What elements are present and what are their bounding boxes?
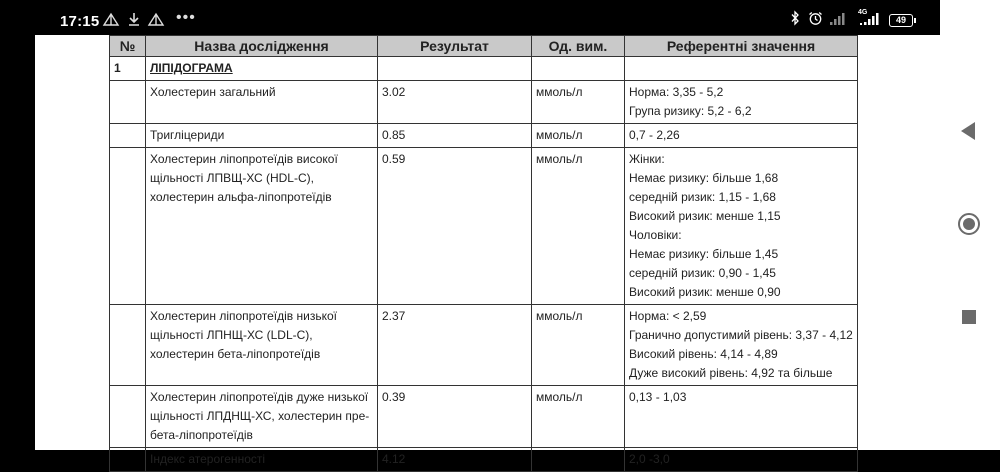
result-value: 0.39: [378, 386, 532, 448]
test-name-cell: [146, 81, 378, 124]
col-header-name: Назва дослідження: [146, 36, 378, 57]
section-title: ЛІПІДОГРАМА: [150, 61, 233, 75]
signal-4g-icon: [859, 12, 881, 29]
table-row: [110, 448, 858, 472]
reference-line: Високий рівень: 4,14 - 4,89: [629, 347, 778, 361]
unit-value: ммоль/л: [532, 81, 625, 124]
row-number-cell: [110, 305, 146, 386]
reference-line: Високий ризик: менше 1,15: [629, 209, 781, 223]
more-dots-icon: •••: [176, 9, 196, 26]
table-row: [110, 148, 858, 305]
download-icon: [127, 12, 141, 30]
test-name-line: щільності ЛПДНЩ-ХС, холестерин пре-: [150, 409, 370, 423]
table-body: [110, 57, 858, 472]
recent-apps-icon[interactable]: [962, 310, 976, 324]
reference-line: Дуже високий рівень: 4,92 та більше: [629, 366, 833, 380]
bluetooth-icon: [790, 11, 800, 28]
test-name-cell: [146, 448, 378, 472]
result-value: 0.59: [378, 148, 532, 305]
test-name-line: Холестерин ліпопротеїдів дуже низької: [150, 390, 369, 404]
table-row: [110, 305, 858, 386]
reference-line: Немає ризику: більше 1,68: [629, 171, 779, 185]
section-row: [110, 57, 858, 81]
test-name-line: холестерин бета-ліпопротеїдів: [150, 347, 321, 361]
reference-line: середній ризик: 1,15 - 1,68: [629, 190, 776, 204]
reference-cell: [625, 386, 858, 448]
battery-indicator: 49: [889, 14, 913, 27]
col-header-result: Результат: [378, 36, 532, 57]
unit-value: ммоль/л: [532, 124, 625, 148]
status-bar: [0, 0, 940, 35]
col-header-unit: Од. вим.: [532, 36, 625, 57]
reference-line: середній ризик: 0,90 - 1,45: [629, 266, 776, 280]
test-name-line: щільності ЛПВЩ-ХС (HDL-C),: [150, 171, 314, 185]
row-number-cell: [110, 148, 146, 305]
table-header-row: [110, 36, 858, 57]
unit-value: ммоль/л: [532, 305, 625, 386]
reference-line: Група ризику: 5,2 - 6,2: [629, 104, 752, 118]
table-row: [110, 386, 858, 448]
results-table: [109, 35, 858, 472]
row-number-cell: [110, 448, 146, 472]
table-row: [110, 124, 858, 148]
result-value: 0.85: [378, 124, 532, 148]
test-name-line: Тригліцериди: [150, 128, 225, 142]
reference-line: Жінки:: [629, 152, 665, 166]
tent-icon: [103, 12, 119, 30]
unit-value: ммоль/л: [532, 386, 625, 448]
row-number-cell: [110, 81, 146, 124]
row-number-cell: [110, 386, 146, 448]
home-icon[interactable]: [958, 213, 980, 235]
signal-icon: [829, 12, 847, 29]
empty-cell: [532, 57, 625, 81]
back-icon[interactable]: [961, 122, 975, 140]
col-header-number: №: [110, 36, 146, 57]
result-value: 3.02: [378, 81, 532, 124]
reference-line: Високий ризик: менше 0,90: [629, 285, 781, 299]
reference-cell: [625, 305, 858, 386]
test-name-line: Холестерин загальний: [150, 85, 276, 99]
result-value: 4.12: [378, 448, 532, 472]
status-time: 17:15: [60, 13, 100, 30]
reference-cell: [625, 124, 858, 148]
tent-icon: [148, 12, 164, 30]
reference-cell: [625, 148, 858, 305]
unit-value: ммоль/л: [532, 148, 625, 305]
reference-line: 0,13 - 1,03: [629, 390, 687, 404]
empty-cell: [625, 57, 858, 81]
reference-line: Чоловіки:: [629, 228, 682, 242]
document-page: [35, 35, 940, 466]
reference-line: Норма: 3,35 - 5,2: [629, 85, 724, 99]
unit-value: [532, 448, 625, 472]
test-name-line: Холестерин ліпопротеїдів високої: [150, 152, 338, 166]
test-name-cell: [146, 305, 378, 386]
row-number-cell: [110, 124, 146, 148]
col-header-reference: Референтні значення: [625, 36, 858, 57]
test-name-line: бета-ліпопротеїдів: [150, 428, 253, 442]
test-name-line: Індекс атерогенності: [150, 452, 266, 466]
test-name-line: Холестерин ліпопротеїдів низької: [150, 309, 337, 323]
test-name-line: холестерин альфа-ліпопротеїдів: [150, 190, 332, 204]
alarm-icon: [808, 11, 823, 29]
reference-line: 0,7 - 2,26: [629, 128, 680, 142]
test-name-cell: [146, 124, 378, 148]
section-title-cell: [146, 57, 378, 81]
table-row: [110, 81, 858, 124]
test-name-cell: [146, 386, 378, 448]
test-name-cell: [146, 148, 378, 305]
reference-cell: [625, 448, 858, 472]
network-type: 4G: [858, 9, 868, 16]
reference-line: Немає ризику: більше 1,45: [629, 247, 779, 261]
reference-line: Гранично допустимий рівень: 3,37 - 4,12: [629, 328, 853, 342]
empty-cell: [378, 57, 532, 81]
reference-line: Норма: < 2,59: [629, 309, 707, 323]
reference-line: 2,0 -3,0: [629, 452, 670, 466]
test-name-line: щільності ЛПНЩ-ХС (LDL-C),: [150, 328, 313, 342]
section-number: 1: [110, 57, 146, 81]
result-value: 2.37: [378, 305, 532, 386]
reference-cell: [625, 81, 858, 124]
